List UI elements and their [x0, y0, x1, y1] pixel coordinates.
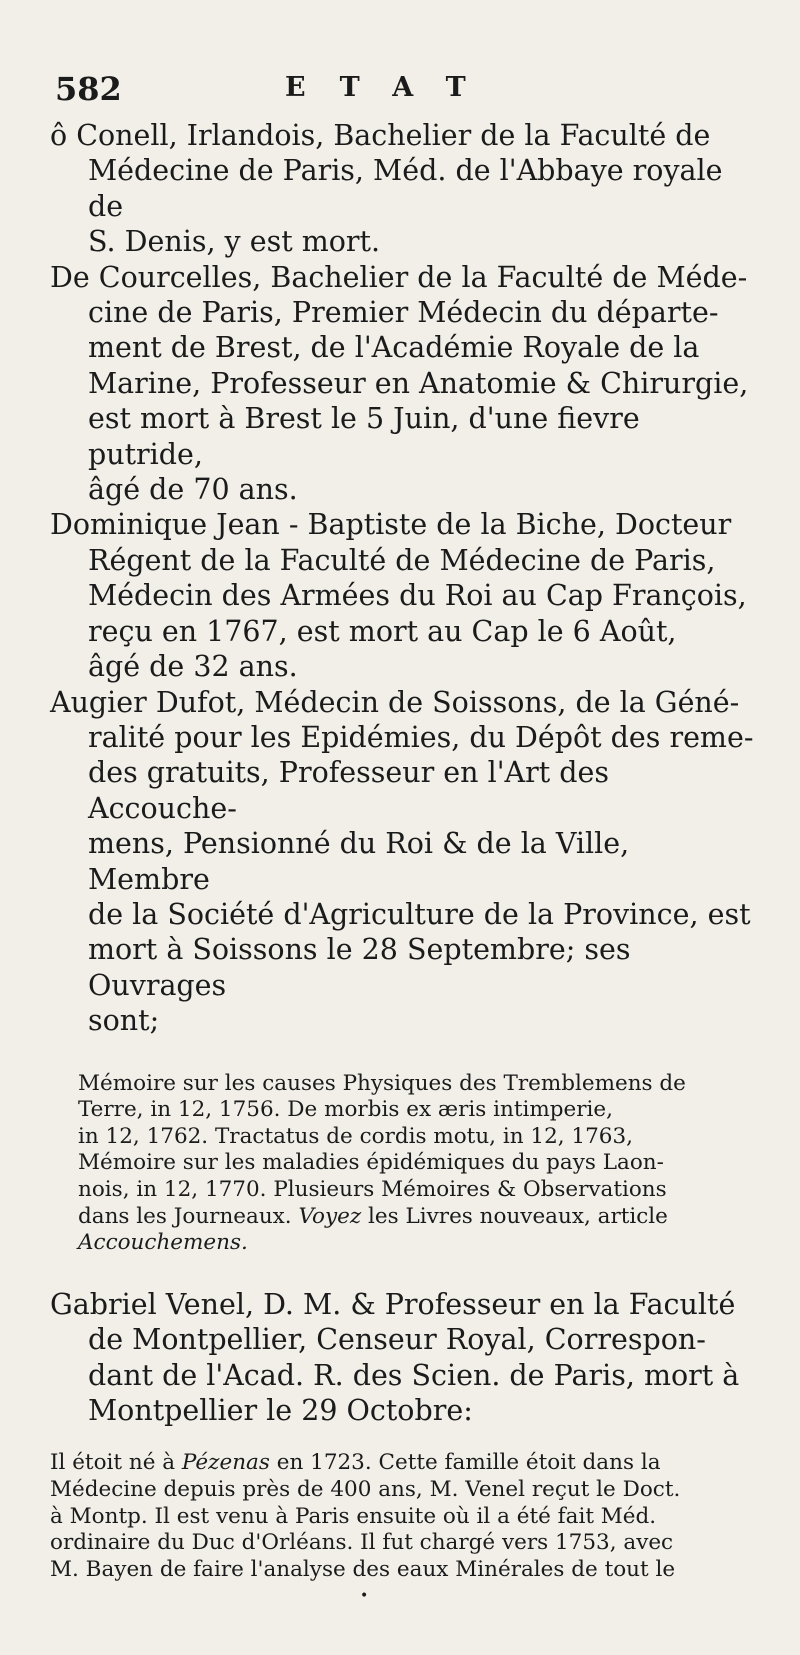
- entry-name: Dominique Jean - Baptiste de la Biche: [50, 508, 597, 542]
- entry-name: De Courcelles: [50, 260, 253, 294]
- entry-name: Gabriel Venel: [50, 1287, 245, 1321]
- bio-text-a: Il étoit né à: [50, 1450, 182, 1476]
- running-title: ETAT: [285, 72, 500, 103]
- entry-dufot: [50, 685, 755, 1039]
- entry-venel: [50, 1287, 755, 1429]
- entry-text: , Bachelier de la Faculté de Méde- cine de Paris, Premier Médecin du départe- ment de Brest, de l'Académie Royale de la Marine, Professeur en Anatomie & Chirurgie, est mort à Brest le 5 Juin, d'une fievre putride, âgé de 70 ans.: [88, 260, 749, 507]
- venel-bio-note: [50, 1450, 755, 1583]
- works-note: [50, 1071, 755, 1257]
- bottom-mark: •: [360, 1588, 369, 1604]
- works-note-see-rest: les Livres nouveaux, article: [361, 1203, 668, 1229]
- page-header: [55, 70, 755, 110]
- page-number: 582: [55, 70, 122, 108]
- entry-text: , Irlandois, Bachelier de la Faculté de Médecine de Paris, Méd. de l'Abbaye royale de S. Denis, y est mort.: [88, 119, 723, 259]
- obituary-entries: [50, 118, 755, 1583]
- bio-place: Pézenas: [181, 1450, 270, 1476]
- works-note-article: Accouchemens.: [78, 1230, 248, 1256]
- entry-courcelles: [50, 260, 755, 508]
- entry-name: ô Conell: [50, 119, 169, 152]
- entry-oconell: [50, 118, 755, 260]
- bio-text-b: en 1723. Cette famille étoit dans la Médecine depuis près de 400 ans, M. Venel reçut le Doct. à Montp. Il est venu à Paris ensuite où il a été fait Méd. ordinaire du Duc d'Orléans. Il fut chargé vers 1753, avec M. Bayen de faire l'analyse des eaux Minérales de tout le: [50, 1450, 681, 1582]
- entry-la-biche: [50, 507, 755, 684]
- works-note-text: Mémoire sur les causes Physiques des Tremblemens de Terre, in 12, 1756. De morbis ex æris intimperie, in 12, 1762. Tractatus de cordis motu, in 12, 1763, Mémoire sur les maladies épidémiques du pays Laon- nois, in 12, 1770. Plusieurs Mémoires & Observations dans les Journeaux.: [78, 1070, 686, 1229]
- entry-text: , D. M. & Professeur en la Faculté de Montpellier, Censeur Royal, Correspon- dant de l'Acad. R. des Scien. de Paris, mort à Montpellier le 29 Octobre:: [88, 1287, 740, 1427]
- entry-text: , Médecin de Soissons, de la Géné- ralité pour les Epidémies, du Dépôt des reme- des gratuits, Professeur en l'Art des Accouche- mens, Pensionné du Roi & de la Ville, Membre de la Société d'Agriculture de la Province, est mort à Soissons le 28 Septembre; ses Ouvrages sont;: [88, 685, 754, 1038]
- works-note-see: Voyez: [298, 1203, 362, 1229]
- entry-text: , Docteur Régent de la Faculté de Médecine de Paris, Médecin des Armées du Roi au Cap François, reçu en 1767, est mort au Cap le 6 Août, âgé de 32 ans.: [88, 508, 747, 684]
- entry-name: Augier Dufot: [50, 685, 237, 719]
